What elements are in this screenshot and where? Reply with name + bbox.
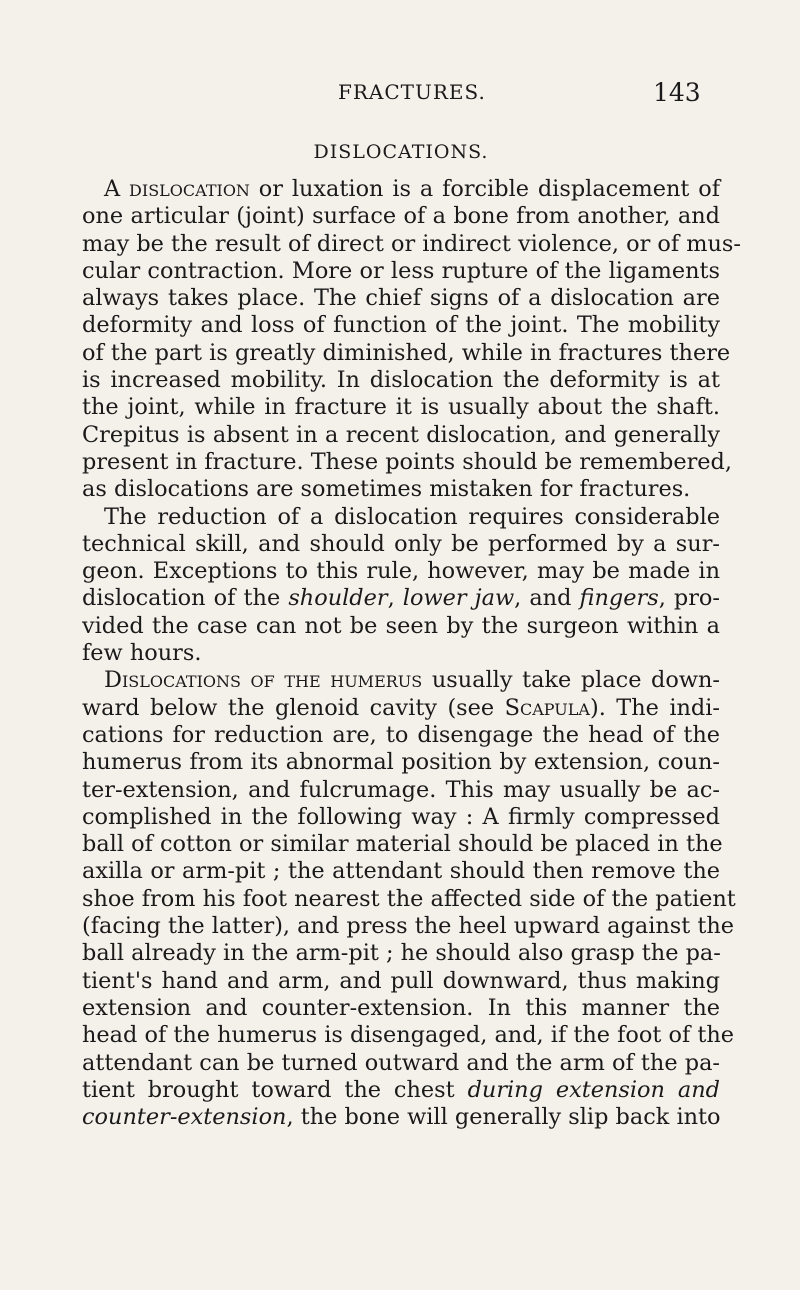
text-line bbox=[82, 640, 720, 667]
paragraphs bbox=[82, 176, 741, 1131]
text-run: humerus from its abnormal position by extension, coun- bbox=[82, 749, 720, 776]
text-run: technical skill, and should only be performed by a sur- bbox=[82, 530, 720, 557]
text-run: cular contraction. More or less rupture of the ligaments bbox=[82, 257, 720, 284]
text-line bbox=[82, 448, 732, 476]
italic-text: shoulder bbox=[288, 585, 388, 612]
text-line bbox=[82, 913, 735, 940]
text-line bbox=[82, 968, 720, 995]
text-run: as dislocations are sometimes mistaken for fractures. bbox=[82, 476, 691, 503]
text-run: is increased mobility. In dislocation the deformity is at bbox=[82, 367, 720, 394]
italic-text: fingers bbox=[579, 585, 659, 612]
text-line bbox=[82, 585, 720, 612]
page-body bbox=[82, 140, 741, 1131]
text-line bbox=[82, 695, 720, 722]
text-run: ter-extension, and fulcrumage. This may usually be ac- bbox=[82, 776, 720, 803]
text-run: tient's hand and arm, and pull downward, thus making bbox=[82, 967, 720, 994]
text-line bbox=[82, 1077, 720, 1104]
text-run: may be the result of direct or indirect violence, or of mus- bbox=[82, 230, 741, 257]
text-line bbox=[82, 1104, 720, 1131]
text-run: ball already in the arm-pit ; he should also grasp the pa- bbox=[82, 940, 721, 967]
text-line bbox=[82, 285, 720, 312]
text-run: ). The indi- bbox=[589, 694, 720, 721]
small-caps-text: Scapula bbox=[504, 694, 590, 721]
text-line bbox=[82, 1022, 735, 1049]
text-line bbox=[82, 203, 720, 230]
paragraph bbox=[82, 504, 720, 668]
text-line bbox=[82, 995, 720, 1022]
text-run: Crepitus is absent in a recent dislocation, and generally bbox=[82, 421, 720, 448]
italic-text: lower jaw bbox=[402, 585, 515, 612]
page-header bbox=[0, 74, 800, 114]
text-line bbox=[82, 504, 720, 531]
text-run: or luxation is a forcible displacement of bbox=[249, 176, 721, 202]
text-run: one articular (joint) surface of a bone from another, and bbox=[82, 203, 720, 230]
paragraph bbox=[82, 667, 736, 1131]
section-title: DISLOCATIONS. bbox=[313, 141, 489, 163]
text-line bbox=[82, 312, 720, 339]
italic-text: during extension and bbox=[467, 1076, 720, 1103]
text-line bbox=[82, 230, 741, 258]
text-run: vided the case can not be seen by the surgeon within a bbox=[82, 612, 720, 639]
text-run: , pro- bbox=[658, 585, 720, 612]
text-line bbox=[82, 831, 723, 858]
text-run: ball of cotton or similar material should be placed in the bbox=[82, 831, 723, 858]
text-run: extension and counter-extension. In this manner the bbox=[82, 994, 720, 1021]
text-line bbox=[82, 940, 720, 967]
text-run: axilla or arm-pit ; the attendant should then remove the bbox=[82, 858, 720, 885]
text-line bbox=[82, 476, 720, 503]
small-caps-text: dislocation bbox=[129, 176, 250, 202]
text-run: always takes place. The chief signs of a dislocation are bbox=[82, 285, 720, 312]
text-line bbox=[82, 667, 720, 694]
text-run: deformity and loss of function of the joint. The mobility bbox=[82, 312, 720, 339]
text-line bbox=[82, 531, 720, 558]
text-run: dislocation of the bbox=[82, 585, 289, 612]
text-line bbox=[82, 176, 720, 203]
text-run: present in fracture. These points should be remembered, bbox=[82, 448, 732, 475]
text-run: , bbox=[387, 585, 403, 612]
text-run: shoe from his foot nearest the affected side of the patient bbox=[82, 885, 736, 912]
text-line bbox=[82, 367, 720, 394]
text-run: A bbox=[104, 176, 130, 202]
text-run: tient brought toward the chest bbox=[82, 1076, 468, 1103]
text-run: attendant can be turned outward and the arm of the pa- bbox=[82, 1049, 720, 1076]
text-line bbox=[82, 722, 720, 749]
text-run: head of the humerus is disengaged, and, if the foot of the bbox=[82, 1022, 735, 1049]
text-run: of the part is greatly diminished, while in fractures there bbox=[82, 339, 731, 366]
small-caps-text: Dislocations of the humerus bbox=[104, 667, 423, 694]
text-line bbox=[82, 558, 720, 585]
text-line bbox=[82, 749, 720, 776]
text-run: (facing the latter), and press the heel upward against the bbox=[82, 913, 735, 940]
text-line bbox=[82, 339, 731, 367]
text-run: geon. Exceptions to this rule, however, may be made in bbox=[82, 558, 720, 585]
text-run: usually take place down- bbox=[422, 667, 721, 694]
text-run: , the bone will generally slip back into bbox=[286, 1104, 721, 1131]
text-line bbox=[82, 258, 720, 285]
text-line bbox=[82, 858, 720, 885]
text-line bbox=[82, 1050, 720, 1077]
text-run: the joint, while in fracture it is usually about the shaft. bbox=[82, 394, 720, 421]
text-run: ward below the glenoid cavity (see bbox=[82, 694, 505, 721]
text-run: The reduction of a dislocation requires considerable bbox=[104, 503, 720, 530]
text-line bbox=[82, 394, 720, 421]
paragraph bbox=[82, 176, 741, 504]
running-head: FRACTURES. bbox=[338, 80, 486, 104]
text-run: cations for reduction are, to disengage the head of the bbox=[82, 721, 720, 748]
text-run: complished in the following way : A firmly compressed bbox=[82, 803, 720, 830]
text-line bbox=[82, 804, 720, 831]
text-run: , and bbox=[514, 585, 580, 612]
text-line bbox=[82, 422, 720, 449]
italic-text: counter-extension bbox=[82, 1104, 287, 1131]
text-run: few hours. bbox=[82, 640, 202, 667]
text-line bbox=[82, 613, 720, 640]
page-number: 143 bbox=[653, 78, 701, 107]
text-line bbox=[82, 777, 720, 804]
text-line bbox=[82, 885, 736, 913]
